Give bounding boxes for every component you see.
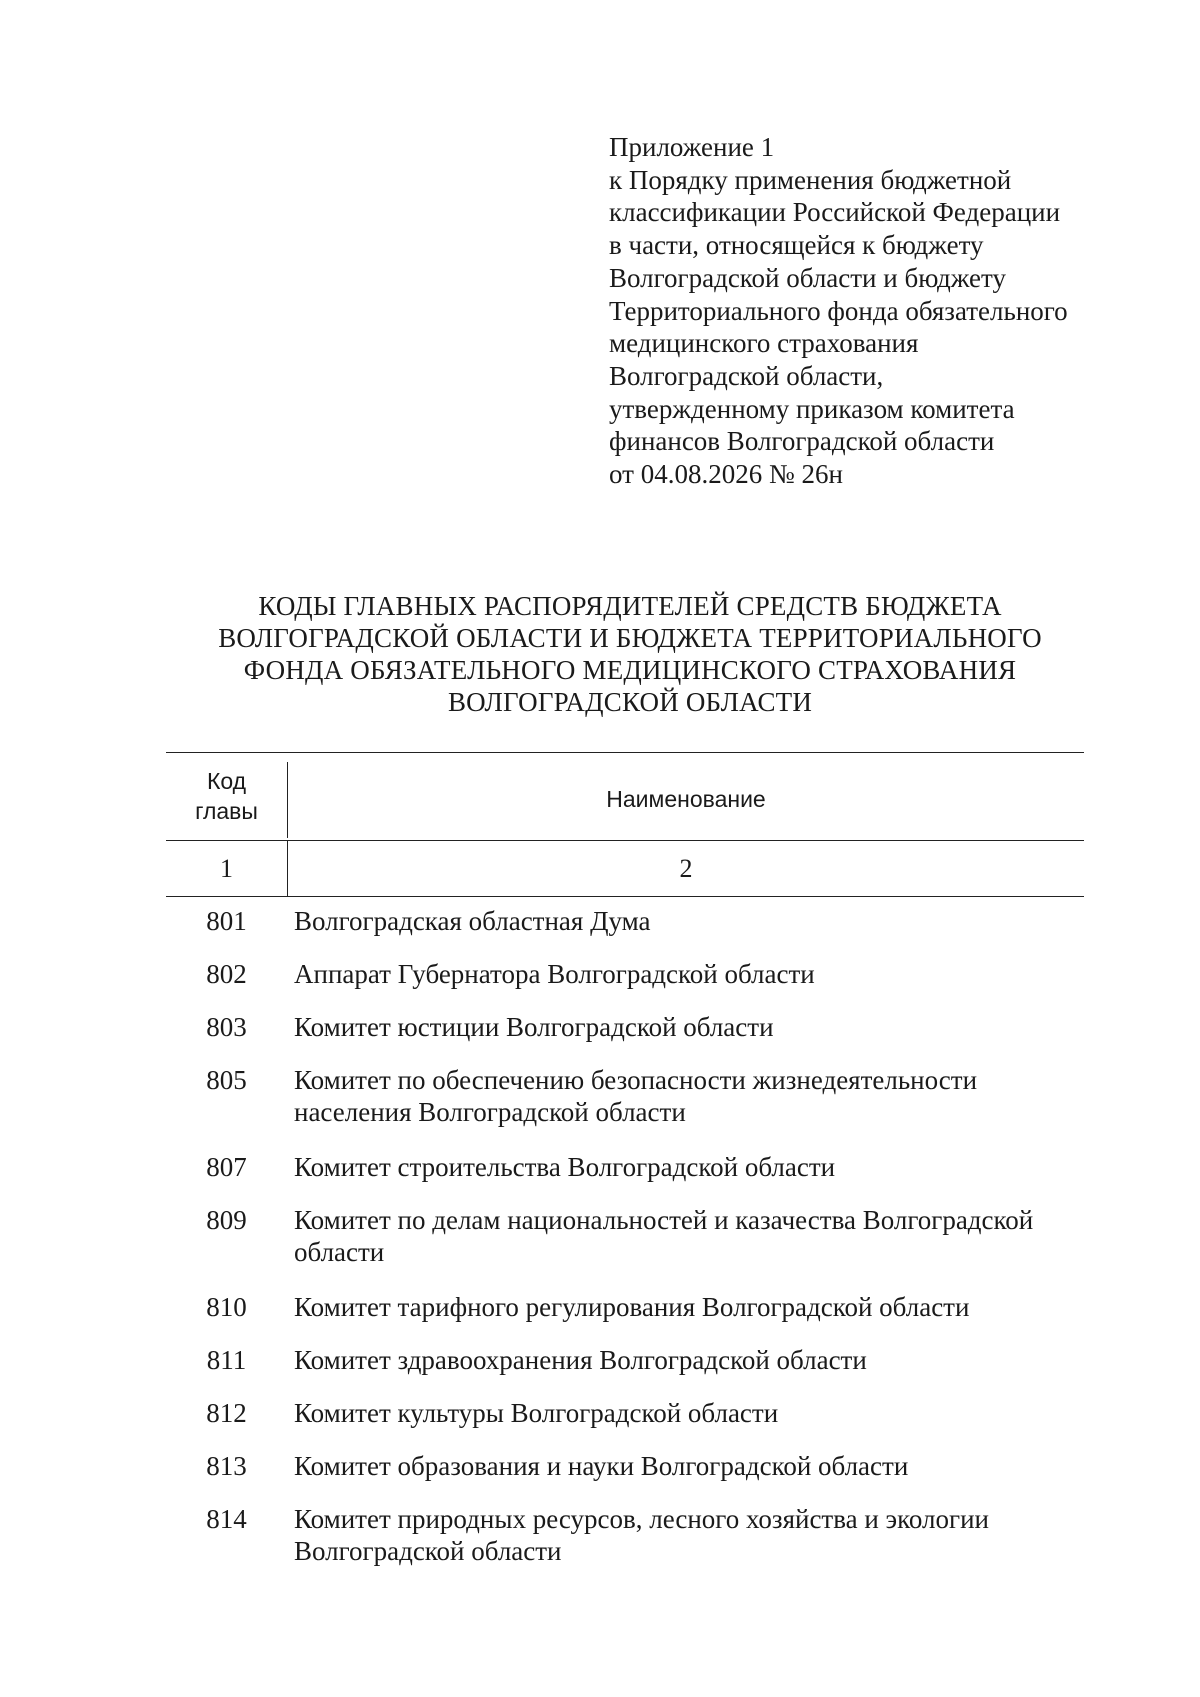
row-name-line: Комитет строительства Волгоградской области <box>294 1152 836 1182</box>
row-code: 811 <box>206 1345 247 1375</box>
row-name-line: Волгоградской области <box>294 1536 562 1566</box>
header-code-cell <box>166 766 287 826</box>
header-name-cell: Наименование <box>606 786 766 812</box>
row-name-line: Комитет здравоохранения Волгоградской области <box>294 1345 867 1375</box>
row-name <box>294 1011 1084 1043</box>
title-line: ВОЛГОГРАДСКОЙ ОБЛАСТИ <box>447 687 813 717</box>
row-name-line: Аппарат Губернатора Волгоградской области <box>294 959 815 989</box>
row-name <box>294 1450 1084 1482</box>
appendix-line: медицинского страхования <box>609 328 919 359</box>
appendix-line: к Порядку применения бюджетной <box>609 164 1012 195</box>
numbering-name-cell: 2 <box>679 854 693 883</box>
row-name <box>294 1344 1084 1376</box>
row-name-line: Комитет по делам национальностей и казачества Волгоградской <box>294 1205 1034 1235</box>
appendix-line: в части, относящейся к бюджету <box>609 230 984 261</box>
row-name-line: Комитет тарифного регулирования Волгоградской области <box>294 1292 970 1322</box>
appendix-block <box>609 131 1129 491</box>
row-code: 803 <box>206 1012 247 1042</box>
row-name-line: области <box>294 1237 385 1267</box>
row-name-line: Волгоградская областная Дума <box>294 906 651 936</box>
row-code: 812 <box>206 1398 247 1428</box>
row-name-line: Комитет юстиции Волгоградской области <box>294 1012 774 1042</box>
row-code: 810 <box>206 1292 247 1322</box>
numbering-code-cell: 1 <box>220 854 233 883</box>
appendix-line: финансов Волгоградской области <box>609 426 995 457</box>
row-code: 809 <box>206 1205 247 1235</box>
header-code-line2: главы <box>195 798 258 824</box>
appendix-line: классификации Российской Федерации <box>609 197 1061 228</box>
row-name-line: Комитет культуры Волгоградской области <box>294 1398 779 1428</box>
row-name <box>294 1064 1084 1128</box>
title-line: ФОНДА ОБЯЗАТЕЛЬНОГО МЕДИЦИНСКОГО СТРАХОВАНИЯ <box>243 655 1017 685</box>
row-code: 807 <box>206 1152 247 1182</box>
appendix-line: Волгоградской области, <box>609 360 884 391</box>
table-top-border <box>166 752 1084 753</box>
row-name-line: населения Волгоградской области <box>294 1097 686 1127</box>
appendix-line: Волгоградской области и бюджету <box>609 262 1006 293</box>
appendix-line: Приложение 1 <box>609 132 775 162</box>
row-name-line: Комитет по обеспечению безопасности жизнедеятельности <box>294 1065 978 1095</box>
row-code: 813 <box>206 1451 247 1481</box>
row-name <box>294 1291 1084 1323</box>
row-name <box>294 958 1084 990</box>
row-name-line: Комитет образования и науки Волгоградской области <box>294 1451 909 1481</box>
numbering-bottom-border <box>166 896 1084 897</box>
row-name <box>294 1151 1084 1183</box>
row-code: 805 <box>206 1065 247 1095</box>
appendix-line: Территориального фонда обязательного <box>609 295 1068 326</box>
row-name <box>294 1204 1084 1268</box>
row-name <box>294 1503 1084 1567</box>
appendix-line: от 04.08.2026 № 26н <box>609 459 843 490</box>
document-title <box>150 590 1110 718</box>
header-bottom-border <box>166 840 1084 841</box>
title-line: КОДЫ ГЛАВНЫХ РАСПОРЯДИТЕЛЕЙ СРЕДСТВ БЮДЖЕТА <box>258 591 1002 621</box>
row-name <box>294 905 1084 937</box>
row-code: 801 <box>206 906 247 936</box>
header-code-line1: Код <box>206 768 247 794</box>
row-code: 814 <box>206 1504 247 1534</box>
row-name <box>294 1397 1084 1429</box>
row-name-line: Комитет природных ресурсов, лесного хозяйства и экологии <box>294 1504 989 1534</box>
row-code: 802 <box>206 959 247 989</box>
title-line: ВОЛГОГРАДСКОЙ ОБЛАСТИ И БЮДЖЕТА ТЕРРИТОРИАЛЬНОГО <box>218 623 1042 653</box>
appendix-line: утвержденному приказом комитета <box>609 393 1015 424</box>
